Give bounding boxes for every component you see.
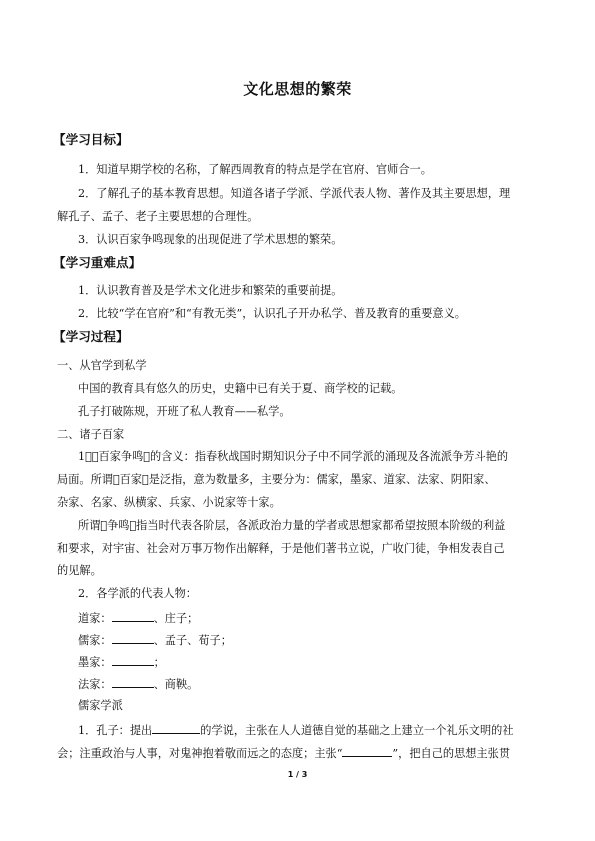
key-point-1: 1．认识教育普及是学术文化进步和繁荣的重要前提。 [78, 284, 343, 297]
school-rest: ； [153, 656, 165, 669]
answer-blank[interactable] [112, 609, 154, 622]
answer-blank[interactable] [342, 744, 392, 757]
school-legalism [78, 675, 568, 693]
confucius-line-1 [78, 721, 568, 739]
part2-line-7: 2．各学派的代表人物： [78, 587, 197, 600]
confucian-school-title: 儒家学派 [78, 699, 123, 712]
school-label: 法家： [78, 678, 112, 691]
answer-blank[interactable] [112, 675, 154, 688]
section-heading-key-points: 【学习重难点】 [53, 255, 142, 270]
text-segment: 1．孔子：提出 [78, 724, 153, 737]
school-rest: 、庄子； [153, 612, 199, 625]
answer-blank[interactable] [112, 631, 154, 644]
key-point-2: 2．比较“学在官府”和“有教无类”，认识孔子开办私学、普及教育的重要意义。 [78, 307, 466, 320]
part2-line-3: 杂家、名家、纵横家、兵家、小说家等十家。 [57, 496, 281, 509]
school-confucianism [78, 631, 568, 649]
goal-item-2: 2．了解孔子的基本教育思想。知道各诸子学派、学派代表人物、著作及其主要思想，理 [78, 187, 511, 200]
school-rest: 、商鞅。 [153, 678, 199, 691]
part2-line-5: 和要求，对宇宙、社会对万事万物作出解释，于是他们著书立说，广收门徒，争相发表自己 [57, 542, 505, 555]
text-segment: 的学说，主张在人人道德自觉的基础之上建立一个礼乐文明的社 [200, 724, 514, 737]
school-label: 儒家： [78, 634, 112, 647]
page-title: 文化思想的繁荣 [243, 80, 352, 98]
section-heading-process: 【学习过程】 [53, 329, 129, 344]
confucius-line-2 [57, 744, 547, 762]
part2-line-2: 局面。所谓󰀀百家󰀁是泛指，意为数量多，主要分为：儒家，墨家、道家、法家、阴阳家、 [57, 473, 496, 486]
goal-item-1: 1．知道早期学校的名称，了解西周教育的特点是学在官府、官师合一。 [78, 163, 432, 176]
school-label: 墨家： [78, 656, 112, 669]
answer-blank[interactable] [112, 653, 154, 666]
answer-blank[interactable] [152, 721, 200, 734]
school-daoism [78, 609, 568, 627]
part2-line-1: 1．󰀀百家争鸣󰀁的含义：指春秋战国时期知识分子中不同学派的涌现及各流派争芳斗艳的 [78, 450, 509, 463]
goal-item-3: 3．认识百家争鸣现象的出现促进了学术思想的繁荣。 [78, 233, 343, 246]
part1-title: 一、从官学到私学 [57, 359, 147, 372]
school-mohism [78, 653, 568, 671]
page-number: 1 / 3 [287, 770, 308, 779]
school-rest: 、孟子、荀子； [153, 634, 232, 647]
part2-line-4: 所谓󰀀争鸣󰀁指当时代表各阶层，各派政治力量的学者或思想家都希望按照本阶级的利益 [78, 519, 506, 532]
text-segment: ”，把自己的思想主张贯 [392, 747, 511, 760]
part2-title: 二、诸子百家 [57, 428, 125, 441]
school-label: 道家： [78, 612, 112, 625]
part2-line-6: 的见解。 [57, 564, 102, 577]
goal-item-2-cont: 解孔子、孟子、老子主要思想的合理性。 [57, 210, 259, 223]
text-segment: 会；注重政治与人事，对鬼神抱着敬而远之的态度；主张“ [57, 747, 343, 760]
section-heading-goals: 【学习目标】 [53, 132, 129, 147]
part1-line-2: 孔子打破陈规，开班了私人教育——私学。 [78, 405, 291, 418]
part1-line-1: 中国的教育具有悠久的历史，史籍中已有关于夏、商学校的记载。 [78, 382, 403, 395]
